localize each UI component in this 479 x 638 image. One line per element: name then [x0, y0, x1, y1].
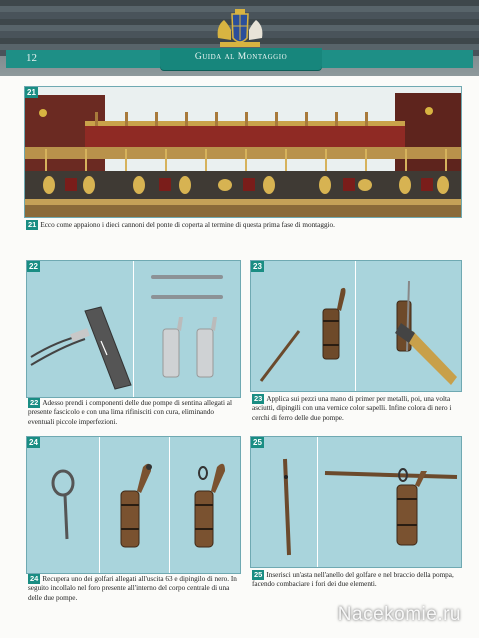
step-25-badge: 25: [253, 438, 262, 447]
step-21-caption: [26, 220, 456, 230]
step-24-photo: [26, 436, 241, 574]
step-21-number: 21: [28, 220, 37, 229]
step-21-badge: 21: [27, 88, 36, 97]
step-23-text: Applica sui pezzi una mano di primer per metalli, poi, una volta asciutti, dipingili con una vernice color sapelli. Infine colora di nero i cerchi di ferro delle due pompe.: [252, 395, 452, 422]
step-25-text: Inserisci un'asta nell'anello del golfare e nel braccio della pompa, facendo combaciare i fori dei due elementi.: [252, 571, 454, 589]
painted-pump-image: [251, 261, 461, 391]
panel-divider: [169, 437, 170, 573]
step-22-photo: [26, 260, 241, 398]
step-25-number: 25: [254, 570, 263, 579]
step-21-photo: [24, 86, 462, 218]
step-23-number: 23: [254, 394, 263, 403]
ship-deck-image: [25, 87, 461, 217]
panel-divider: [133, 261, 134, 397]
page-header: [0, 0, 479, 76]
step-22-caption: [28, 398, 238, 427]
step-23-photo: [250, 260, 462, 392]
step-24-badge: 24: [29, 438, 38, 447]
step-24-text: Recupera uno dei golfari allegati all'uscita 63 e dipingilo di nero. In seguito incollalo nel foro presente all'interno del corpo centrale di una delle due pompe.: [28, 575, 237, 602]
step-25-caption: [252, 570, 460, 590]
watermark: Nacekomie.ru: [337, 604, 461, 625]
eyebolt-pump-image: [27, 437, 240, 573]
royal-crest-icon: [210, 8, 270, 50]
page-title: Guida al Montaggio: [194, 52, 288, 62]
step-24-caption: [28, 574, 238, 603]
step-22-number: 22: [30, 398, 39, 407]
step-25-photo: [250, 436, 462, 568]
panel-divider: [99, 437, 100, 573]
pump-rod-image: [251, 437, 461, 567]
step-23-caption: [252, 394, 460, 423]
step-22-badge: 22: [29, 262, 38, 271]
header-bar-right: [320, 50, 473, 68]
panel-divider: [317, 437, 318, 567]
step-22-text: Adesso prendi i componenti delle due pompe di sentina allegati al presente fascicolo e con una lima rifinisciti con cura, eliminando eventuali piccole imperfezioni.: [28, 399, 232, 426]
step-21-text: Ecco come appaiono i dieci cannoni del ponte di coperta al termine di questa prima fase di montaggio.: [40, 221, 335, 229]
step-23-badge: 23: [253, 262, 262, 271]
panel-divider: [355, 261, 356, 391]
step-24-number: 24: [30, 574, 39, 583]
page-number: 12: [26, 52, 37, 64]
